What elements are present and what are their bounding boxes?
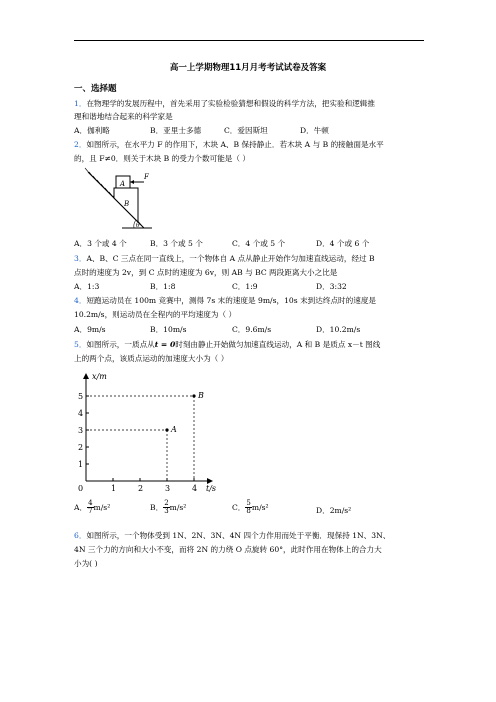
x-tick-label: 2 xyxy=(138,484,144,493)
question-4-line-1 xyxy=(74,296,376,305)
question-6-line-1 xyxy=(74,531,390,540)
label-theta: θ xyxy=(136,222,140,229)
option-unit: m/s² xyxy=(169,502,187,512)
x-tick-label: 1 xyxy=(111,484,117,493)
y-axis-label: x/m xyxy=(92,372,107,381)
fraction-numerator: 4 xyxy=(88,499,93,507)
option-text: 2m/s² xyxy=(329,506,352,515)
question-4-line-2: 10.2m/s，则运动员在全程内的平均速度为（ ） xyxy=(74,310,237,319)
question-number: 5． xyxy=(74,340,87,349)
incline-figure xyxy=(78,166,160,234)
q1-option-a: A．伽利略 xyxy=(74,126,110,135)
fraction-denominator: 3 xyxy=(164,507,169,515)
q3-option-d: D．3:32 xyxy=(316,282,347,291)
q5-option-a xyxy=(74,500,110,515)
q1-option-b: B．亚里士多德 xyxy=(150,126,202,135)
page-title: 高一上学期物理11月月考考试试卷及答案 xyxy=(169,63,327,73)
question-text: 在物理学的发展历程中，首先采用了实验检验猜想和假设的科学方法，把实验和逻辑推 xyxy=(86,99,375,108)
question-text-a: 如图所示，一质点从 xyxy=(86,340,155,349)
q3-option-b: B．1:8 xyxy=(150,282,176,291)
question-text-c: 时刻由静止开始做匀加速直线运动，A 和 B 是质点 x－t 图线 xyxy=(175,340,381,349)
question-1-line-2: 理和谐地结合起来的科学家是 xyxy=(74,112,173,121)
question-6-line-2: 4N 三个力的方向和大小不变，而将 2N 的力绕 O 点旋转 60°，此时作用在物体上的合力大 xyxy=(74,545,382,554)
question-6-line-3: 小为( ) xyxy=(74,559,98,568)
q4-option-b: B．10m/s xyxy=(150,325,187,334)
q2-option-b: B．3 个或 5 个 xyxy=(150,239,203,248)
question-number: 3． xyxy=(74,254,87,263)
q1-option-c: C．爱因斯坦 xyxy=(224,126,268,135)
y-tick-label: 1 xyxy=(78,460,84,469)
question-text: 短跑运动员在 100m 竞赛中，测得 7s 末的速度是 9m/s，10s 末到达终点时的速度是 xyxy=(86,296,377,305)
q5-option-d xyxy=(316,506,351,515)
option-letter: D． xyxy=(316,506,330,515)
question-number: 6． xyxy=(74,531,87,540)
point-b-marker xyxy=(192,394,195,397)
fraction-numerator: 2 xyxy=(164,499,169,507)
q4-option-c: C．9.6m/s xyxy=(232,325,272,334)
q2-option-d: D．4 个或 6 个 xyxy=(316,239,370,248)
fraction-numerator: 5 xyxy=(246,499,251,507)
label-b: B xyxy=(124,200,130,208)
question-2-line-1 xyxy=(74,140,384,149)
option-unit: m/s² xyxy=(251,502,269,512)
q2-option-a: A．3 个或 4 个 xyxy=(74,239,127,248)
y-tick-label: 5 xyxy=(78,392,84,401)
label-a: A xyxy=(120,180,126,188)
option-letter: A． xyxy=(74,502,88,512)
force-arrow-head xyxy=(130,180,134,184)
question-1-line-1 xyxy=(74,99,375,108)
question-text: A、B、C 三点在同一直线上，一个物体自 A 点从静止开始作匀加速直线运动，经过 B xyxy=(86,254,375,263)
q4-option-d: D．10.2m/s xyxy=(316,325,361,334)
x-tick-label: 3 xyxy=(165,484,171,493)
math-t-equals-0: t = 0 xyxy=(154,340,176,349)
y-tick-label: 4 xyxy=(78,409,84,418)
option-unit: m/s² xyxy=(93,502,111,512)
question-number: 1． xyxy=(74,99,87,108)
origin-label: 0 xyxy=(78,484,84,493)
question-2-line-2: 的，且 F≠0．则关于木块 B 的受力个数可能是（ ） xyxy=(74,154,250,163)
x-tick-label: 4 xyxy=(192,484,198,493)
q5-option-b xyxy=(150,500,186,515)
q2-option-c: C．4 个或 5 个 xyxy=(232,239,286,248)
question-5-line-1 xyxy=(74,340,380,349)
point-b-label: B xyxy=(198,391,204,400)
question-3-line-1 xyxy=(74,254,375,263)
q5-option-c xyxy=(232,500,269,515)
q1-option-d: D．牛顿 xyxy=(300,126,329,135)
label-f: F xyxy=(144,173,149,181)
point-a-label: A xyxy=(171,425,177,434)
xt-graph xyxy=(78,368,228,498)
y-tick-label: 2 xyxy=(78,443,84,452)
option-letter: B． xyxy=(150,502,164,512)
graph-marks xyxy=(78,391,204,493)
question-number: 4． xyxy=(74,296,87,305)
header-rule xyxy=(74,40,424,41)
y-tick-label: 3 xyxy=(78,426,84,435)
fraction-denominator: 8 xyxy=(246,507,251,515)
q3-option-c: C．1:9 xyxy=(232,282,258,291)
question-3-line-2: 点时的速度为 2v，到 C 点时的速度为 6v，则 AB 与 BC 两段距离大小之比是 xyxy=(74,268,338,277)
q3-option-a: A．1:3 xyxy=(74,282,100,291)
fraction-denominator: 7 xyxy=(88,507,93,515)
question-5-line-2: 上的两个点，该质点运动的加速度大小为（ ） xyxy=(74,354,229,363)
x-axis-label: t/s xyxy=(206,484,217,493)
point-a-marker xyxy=(165,428,168,431)
question-number: 2． xyxy=(74,140,87,149)
option-letter: C． xyxy=(232,502,246,512)
question-text: 如图所示，在水平力 F 的作用下，木块 A、B 保持静止．若木块 A 与 B 的接触面是水平 xyxy=(86,140,384,149)
section-heading: 一、选择题 xyxy=(74,84,117,94)
q4-option-a: A．9m/s xyxy=(74,325,106,334)
question-text: 如图所示，一个物体受到 1N、2N、3N、4N 四个力作用而处于平衡．现保持 1N、3N、 xyxy=(86,531,391,540)
